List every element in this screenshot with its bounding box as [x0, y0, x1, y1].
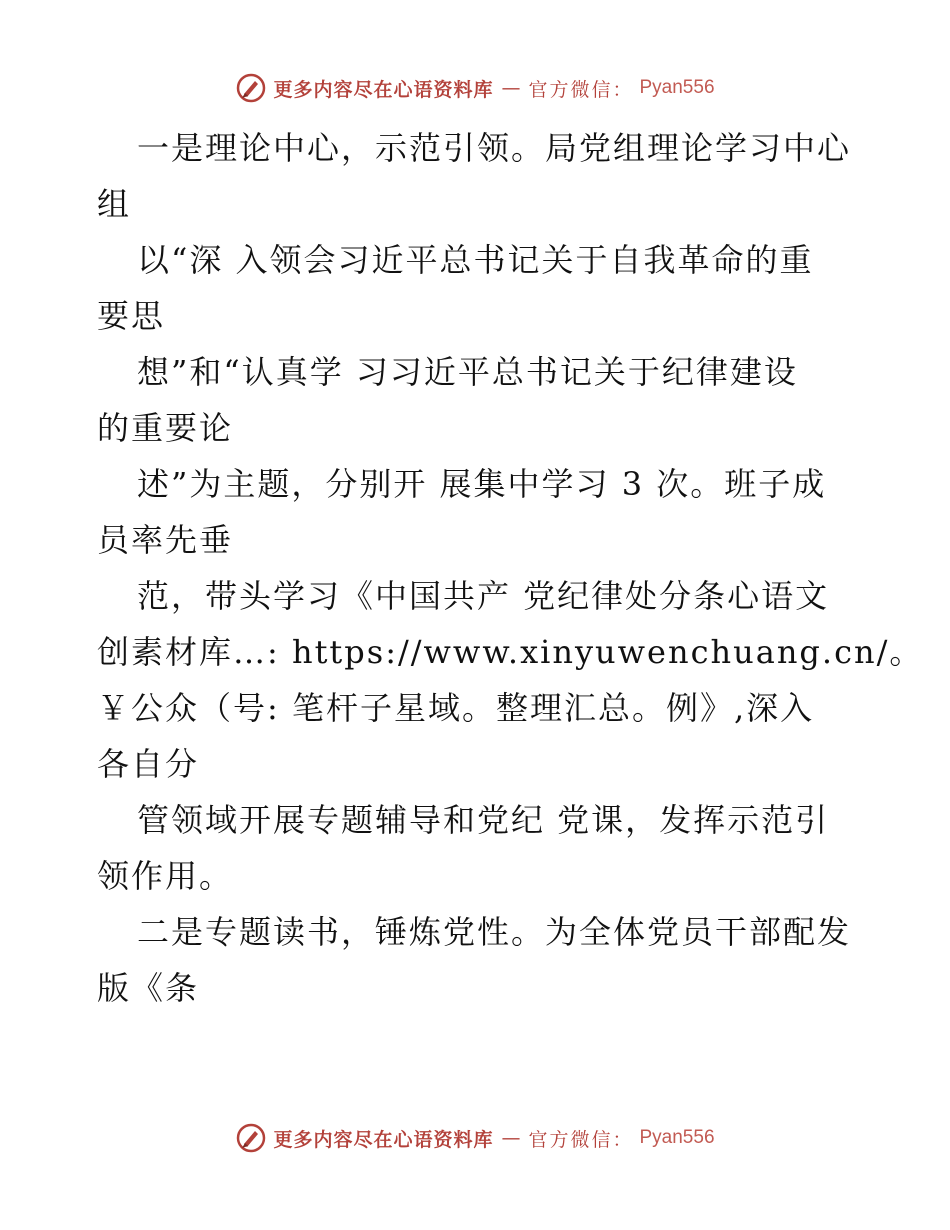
paragraph-line — [97, 344, 857, 456]
paragraph-line — [97, 120, 857, 232]
line-text: 以“深 入领会习近平总书记关于自我革命的重 — [137, 241, 814, 279]
line-continuation: 的重要论 — [97, 409, 234, 447]
footer-dash: — — [501, 1127, 521, 1149]
footer-watermark — [0, 1122, 950, 1154]
document-body — [97, 120, 924, 1016]
header-wechat-id: Pyan556 — [639, 77, 715, 98]
line-continuation: 各自分 — [97, 745, 200, 783]
pen-nib-logo-icon — [235, 1122, 267, 1154]
paragraph-line — [97, 568, 924, 680]
footer-wechat-id: Pyan556 — [639, 1127, 715, 1148]
line-continuation: 领作用。 — [97, 857, 234, 895]
line-text: 一是理论中心，示范引领。局党组理论学习中心 — [137, 129, 852, 167]
line-continuation: 员率先垂 — [97, 521, 234, 559]
pen-nib-logo-icon — [235, 72, 267, 104]
paragraph-line — [97, 232, 857, 344]
line-text: 二是专题读书，锤炼党性。为全体党员干部配发 — [137, 913, 852, 951]
line-continuation: 组 — [97, 185, 132, 223]
line-text: 述”为主题，分别开 展集中学习 3 次。班子成 — [137, 465, 827, 503]
header-dash: — — [501, 77, 521, 99]
paragraph-line — [97, 904, 857, 1016]
line-continuation: 创素材库…: https://www.xinyuwenchuang.cn/。 — [97, 633, 924, 671]
header-watermark — [0, 72, 950, 104]
header-official-label: 官方微信： — [528, 78, 634, 101]
footer-site-text: 更多内容尽在心语资料库 — [273, 1128, 494, 1151]
footer-official-label: 官方微信： — [528, 1128, 634, 1151]
line-continuation: 要思 — [97, 297, 166, 335]
line-text: 管领域开展专题辅导和党纪 党课，发挥示范引 — [137, 801, 830, 839]
header-site-text: 更多内容尽在心语资料库 — [273, 78, 494, 101]
line-text: 想”和“认真学 习习近平总书记关于纪律建设 — [137, 353, 798, 391]
line-text: 范，带头学习《中国共产 党纪律处分条心语文 — [137, 577, 830, 615]
paragraph-line — [97, 456, 857, 568]
line-continuation: 版《条 — [97, 969, 200, 1007]
paragraph-line — [97, 680, 857, 792]
line-text: ￥公众（号: 笔杆子星域。整理汇总。例》,深入 — [97, 689, 815, 727]
paragraph-line — [97, 792, 857, 904]
